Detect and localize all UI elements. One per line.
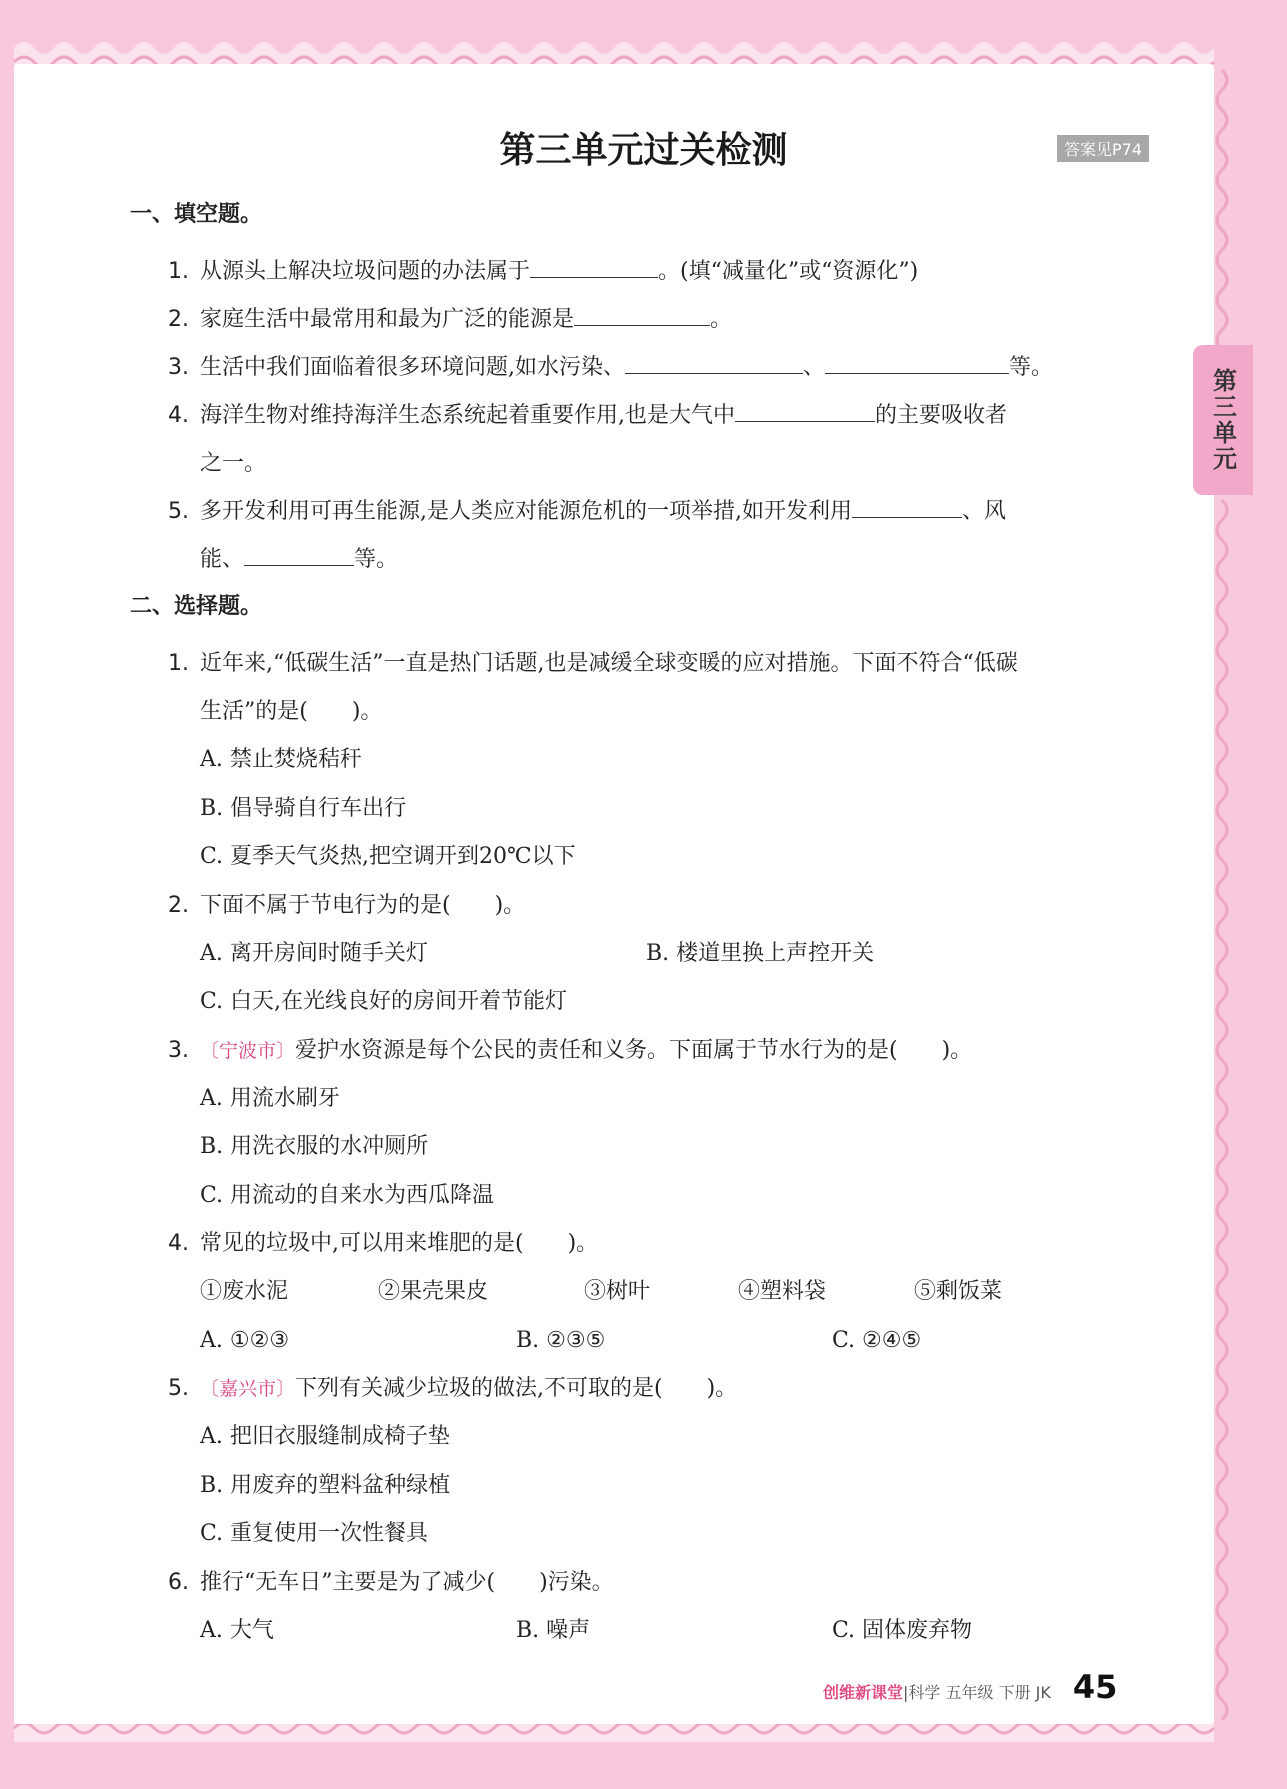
page-footer	[823, 1668, 1117, 1706]
question-number: 1.	[168, 651, 189, 676]
question-text: 从源头上解决垃圾问题的办法属于	[200, 259, 531, 284]
options-row	[130, 1607, 1170, 1656]
choice-question-4	[130, 1220, 1170, 1268]
page-number: 45	[1072, 1668, 1118, 1706]
answer-blank[interactable]	[244, 540, 354, 566]
option-b[interactable]: B. 楼道里换上声控开关	[646, 940, 875, 966]
garbage-item: ②果壳果皮	[378, 1279, 489, 1304]
question-text: 近年来,“低碳生活”一直是热门话题,也是减缓全球变暖的应对措施。下面不符合“低碳	[200, 651, 1018, 676]
option-b[interactable]: B. 倡导骑自行车出行	[200, 795, 407, 821]
garbage-item: ①废水泥	[200, 1279, 289, 1304]
question-continuation: 生活”的是( )。	[200, 699, 383, 724]
unit-side-tab	[1193, 345, 1253, 495]
option-c[interactable]: C. 用流动的自来水为西瓜降温	[200, 1182, 495, 1208]
question-text: 家庭生活中最常用和最为广泛的能源是	[200, 307, 575, 332]
region-tag: 〔嘉兴市〕	[200, 1378, 296, 1400]
option-a[interactable]: A. 用流水刷牙	[200, 1085, 340, 1111]
option-b[interactable]: B. 噪声	[516, 1617, 591, 1643]
footer-brand: 创维新课堂	[823, 1683, 904, 1702]
option-a[interactable]: A. 禁止焚烧秸秆	[200, 747, 362, 772]
question-continuation	[130, 536, 1170, 584]
footer-info: |科学 五年级 下册 JK	[903, 1683, 1051, 1702]
fill-question-4	[130, 392, 1170, 440]
question-number: 4.	[168, 403, 189, 428]
question-text: 生活中我们面临着很多环境问题,如水污染、	[200, 355, 625, 380]
question-number: 4.	[168, 1231, 189, 1256]
unit-side-tab-label: 第三单元	[1208, 368, 1237, 472]
option-a[interactable]: A. ①②③	[200, 1327, 290, 1353]
garbage-item: ④塑料袋	[738, 1279, 827, 1304]
options-row	[130, 930, 1170, 979]
question-number: 3.	[168, 355, 189, 380]
option-c[interactable]: C. 重复使用一次性餐具	[200, 1521, 429, 1546]
option-a[interactable]: A. 大气	[200, 1617, 274, 1643]
garbage-item: ③树叶	[584, 1279, 651, 1304]
answer-blank[interactable]	[735, 396, 875, 422]
answer-blank[interactable]	[825, 348, 1009, 374]
answer-blank[interactable]	[530, 252, 658, 278]
question-text: 爱护水资源是每个公民的责任和义务。下面属于节水行为的是( )。	[295, 1037, 973, 1063]
options-row	[130, 1317, 1170, 1366]
question-text: 下列有关减少垃圾的做法,不可取的是( )。	[295, 1376, 738, 1401]
fill-question-2	[130, 296, 1170, 344]
question-text: 推行“无车日”主要是为了减少( )污染。	[200, 1569, 614, 1595]
answer-blank[interactable]	[574, 300, 710, 326]
question-number: 2.	[168, 892, 189, 918]
question-text: 等。	[1009, 355, 1054, 380]
question-text: 。	[710, 307, 733, 332]
question-number: 6.	[168, 1569, 189, 1595]
fill-question-5	[130, 488, 1170, 536]
section-choice-title: 二、选择题。	[130, 594, 263, 619]
question-text: 多开发利用可再生能源,是人类应对能源危机的一项举措,如开发利用	[200, 499, 852, 524]
option-c[interactable]: C. 夏季天气炎热,把空调开到20℃以下	[200, 844, 576, 869]
question-text: 、风	[962, 499, 1007, 524]
question-text: 下面不属于节电行为的是( )。	[200, 892, 526, 918]
option-b[interactable]: B. 用废弃的塑料盆种绿植	[200, 1472, 451, 1498]
choice-question-2	[130, 882, 1170, 930]
question-number: 3.	[168, 1037, 189, 1063]
question-text: 海洋生物对维持海洋生态系统起着重要作用,也是大气中	[200, 403, 735, 428]
question-number: 5.	[168, 499, 189, 524]
option-a[interactable]: A. 离开房间时随手关灯	[200, 940, 428, 966]
option-c[interactable]: C. 白天,在光线良好的房间开着节能灯	[200, 989, 568, 1014]
choice-question-1	[130, 640, 1170, 688]
garbage-items-row	[130, 1268, 1170, 1317]
question-continuation: 之一。	[200, 451, 267, 476]
choice-question-5	[130, 1365, 1170, 1413]
choice-question-6	[130, 1559, 1170, 1607]
question-text: 等。	[354, 547, 399, 572]
answer-reference-badge: 答案见P74	[1057, 135, 1149, 162]
worksheet-content	[130, 200, 1170, 1655]
question-number: 5.	[168, 1376, 189, 1401]
fill-question-3	[130, 344, 1170, 392]
question-number: 1.	[168, 259, 189, 284]
option-c[interactable]: C. 固体废弃物	[832, 1617, 973, 1643]
question-text: 的主要吸收者	[875, 403, 1008, 428]
question-text: 。(填“减量化”或“资源化”)	[658, 259, 919, 284]
option-c[interactable]: C. ②④⑤	[832, 1327, 922, 1353]
choice-question-3	[130, 1027, 1170, 1075]
section-fill-in-title: 一、填空题。	[130, 202, 263, 227]
option-b[interactable]: B. 用洗衣服的水冲厕所	[200, 1134, 429, 1159]
question-text: 能、	[200, 547, 245, 572]
page-title: 第三单元过关检测	[499, 130, 788, 171]
question-text: 、	[803, 355, 826, 380]
region-tag: 〔宁波市〕	[200, 1039, 296, 1062]
garbage-item: ⑤剩饭菜	[914, 1279, 1003, 1304]
answer-blank[interactable]	[625, 348, 803, 374]
option-b[interactable]: B. ②③⑤	[516, 1327, 606, 1353]
question-number: 2.	[168, 307, 189, 332]
option-a[interactable]: A. 把旧衣服缝制成椅子垫	[200, 1424, 450, 1449]
question-text: 常见的垃圾中,可以用来堆肥的是( )。	[200, 1231, 599, 1256]
answer-blank[interactable]	[852, 492, 962, 518]
fill-question-1	[130, 248, 1170, 296]
